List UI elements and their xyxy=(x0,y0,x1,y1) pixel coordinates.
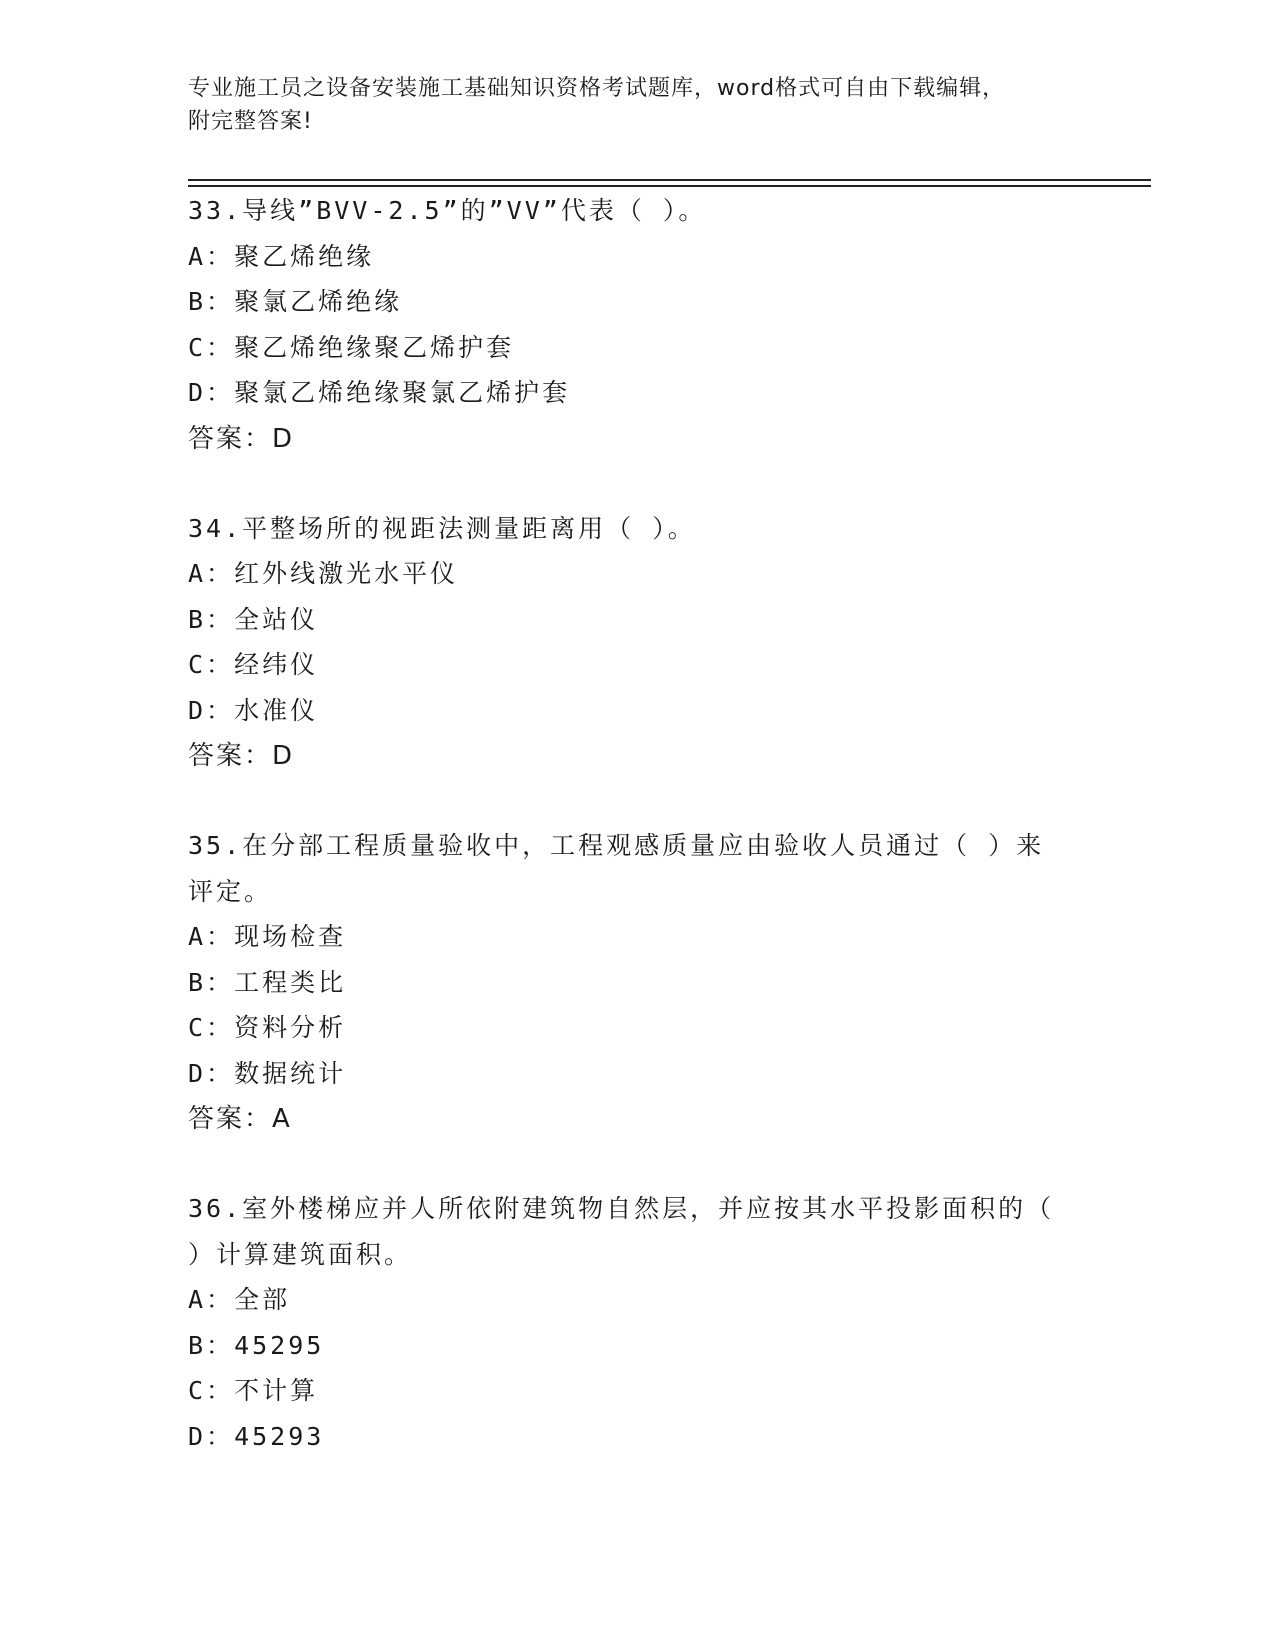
option-letter: A： xyxy=(188,241,235,271)
option-b xyxy=(188,960,1088,1006)
option-a xyxy=(188,914,1088,960)
option-letter: D： xyxy=(188,1421,235,1451)
header-line-2: 附完整答案! xyxy=(188,109,313,134)
option-text: 资料分析 xyxy=(234,1013,347,1042)
question-stem-continued: 评定。 xyxy=(188,876,273,906)
answer-line: 答案：D xyxy=(188,741,295,771)
option-text: 聚乙烯绝缘聚乙烯护套 xyxy=(234,332,515,362)
option-text: 全站仪 xyxy=(234,604,319,634)
option-letter: C： xyxy=(188,332,235,362)
document-header xyxy=(188,72,1088,138)
question-block-35 xyxy=(188,823,1088,1142)
option-letter: D： xyxy=(188,378,235,407)
header-line-1: 专业施工员之设备安装施工基础知识资格考试题库，word格式可自由下载编辑， xyxy=(188,76,1006,101)
option-letter: C： xyxy=(188,650,235,679)
option-text: 45295 xyxy=(234,1330,325,1360)
option-text: 不计算 xyxy=(234,1376,319,1405)
option-letter: B： xyxy=(188,1330,235,1360)
option-letter: C： xyxy=(188,1376,235,1405)
option-c xyxy=(188,642,1088,688)
question-stem: 35.在分部工程质量验收中，工程观感质量应由验收人员通过（ ）来 xyxy=(188,831,1045,860)
option-text: 45293 xyxy=(234,1421,325,1451)
option-text: 全部 xyxy=(234,1285,291,1314)
option-letter: A： xyxy=(188,559,235,588)
option-letter: A： xyxy=(188,1285,235,1314)
option-a xyxy=(188,1277,1088,1323)
option-text: 水准仪 xyxy=(234,695,319,725)
header-divider-bottom xyxy=(188,185,1151,187)
option-letter: B： xyxy=(188,967,235,997)
option-letter: B： xyxy=(188,287,235,316)
option-b xyxy=(188,1323,1088,1369)
option-text: 聚氯乙烯绝缘聚氯乙烯护套 xyxy=(234,378,571,407)
option-text: 聚乙烯绝缘 xyxy=(234,241,375,271)
option-c xyxy=(188,1368,1088,1414)
question-block-33 xyxy=(188,188,1088,462)
option-letter: A： xyxy=(188,922,235,951)
option-letter: D： xyxy=(188,1058,235,1088)
option-b xyxy=(188,597,1088,643)
option-text: 经纬仪 xyxy=(234,650,319,679)
answer-line: 答案：A xyxy=(188,1104,292,1134)
answer-line: 答案：D xyxy=(188,423,295,454)
option-c xyxy=(188,1005,1088,1051)
option-text: 聚氯乙烯绝缘 xyxy=(234,287,403,316)
option-text: 现场检查 xyxy=(234,922,347,951)
option-d xyxy=(188,688,1088,734)
question-stem: 33.导线”BVV-2.5”的”VV”代表（ ）。 xyxy=(188,196,707,225)
question-stem-continued: ）计算建筑面积。 xyxy=(188,1239,413,1269)
option-text: 工程类比 xyxy=(234,967,347,997)
question-stem: 36.室外楼梯应并人所依附建筑物自然层，并应按其水平投影面积的（ xyxy=(188,1194,1055,1223)
option-text: 红外线激光水平仪 xyxy=(234,559,459,588)
question-block-34 xyxy=(188,506,1088,780)
option-a xyxy=(188,551,1088,597)
option-text: 数据统计 xyxy=(234,1058,347,1088)
question-block-36 xyxy=(188,1186,1088,1459)
option-d xyxy=(188,370,1088,416)
option-letter: C： xyxy=(188,1013,235,1042)
option-c xyxy=(188,325,1088,371)
option-letter: B： xyxy=(188,604,235,634)
option-d xyxy=(188,1414,1088,1460)
option-letter: D： xyxy=(188,695,235,725)
question-stem: 34.平整场所的视距法测量距离用（ ）。 xyxy=(188,513,696,543)
option-d xyxy=(188,1051,1088,1097)
option-b xyxy=(188,279,1088,325)
option-a xyxy=(188,234,1088,280)
header-divider-top xyxy=(188,179,1151,181)
question-list xyxy=(188,188,1088,1503)
